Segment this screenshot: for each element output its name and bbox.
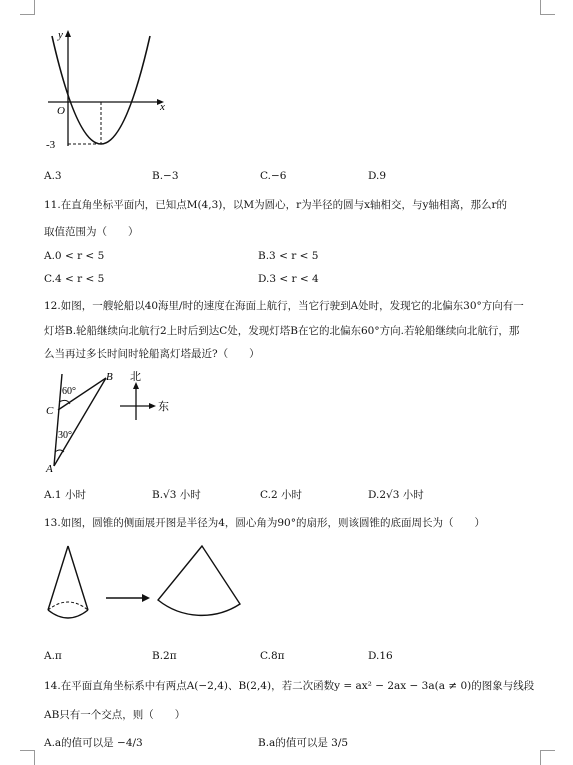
corner-mark-top-right — [540, 0, 555, 15]
origin-label: O — [57, 105, 65, 117]
north-label: 北 — [130, 371, 141, 383]
q10-option-b: B.−3 — [152, 170, 179, 182]
q12-option-a: A.1 小时 — [44, 489, 86, 501]
q14-stem-line2: AB只有一个交点，则（ ） — [44, 709, 186, 721]
q14-option-b: B.a的值可以是 3/5 — [258, 737, 349, 749]
q11-stem-line2: 取值范围为（ ） — [44, 226, 139, 238]
q13-option-c: C.8π — [260, 650, 285, 662]
y-axis-label: y — [58, 29, 63, 41]
q12-option-c: C.2 小时 — [260, 489, 303, 501]
parabola-figure — [40, 28, 180, 158]
q13-option-d: D.16 — [368, 650, 393, 662]
point-a-label: A — [46, 463, 53, 475]
q10-option-a: A.3 — [44, 170, 62, 182]
q12-option-d: D.2√3 小时 — [368, 489, 424, 501]
q12-stem-line3: 么当再过多长时间时轮船离灯塔最近?（ ） — [44, 348, 260, 360]
q11-option-a: A.0 < r < 5 — [44, 250, 105, 262]
q13-stem: 13.如图，圆锥的侧面展开图是半径为4，圆心角为90°的扇形，则该圆锥的底面周长为（ ） — [44, 517, 485, 529]
angle-60-label: 60° — [62, 386, 76, 397]
east-label: 东 — [158, 401, 169, 413]
q12-option-b: B.√3 小时 — [152, 489, 201, 501]
angle-30-label: 30° — [58, 430, 72, 441]
x-axis-label: x — [160, 101, 165, 113]
corner-mark-top-left — [20, 0, 35, 15]
q10-option-d: D.9 — [368, 170, 387, 182]
q12-stem-line2: 灯塔B.轮船继续向北航行2上时后到达C处，发现灯塔B在它的北偏东60°方向.若轮船继续向北航行，那 — [44, 325, 520, 337]
corner-mark-bottom-right — [540, 750, 555, 765]
y-tick-label: -3 — [46, 139, 56, 151]
q11-option-d: D.3 < r < 4 — [258, 273, 319, 285]
q13-option-a: A.π — [44, 650, 62, 662]
q11-option-b: B.3 < r < 5 — [258, 250, 319, 262]
cone-figure — [40, 538, 250, 638]
corner-mark-bottom-left — [20, 750, 35, 765]
q11-stem-line1: 11.在直角坐标平面内，已知点M(4,3)，以M为圆心，r为半径的圆与x轴相交，与y轴相离，那么r的 — [44, 199, 507, 211]
q12-stem-line1: 12.如图，一艘轮船以40海里/时的速度在海面上航行，当它行驶到A处时，发现它的北偏东30°方向有一 — [44, 300, 524, 312]
q14-stem-line1: 14.在平面直角坐标系中有两点A(−2,4)、B(2,4)，若二次函数y = ax² − 2ax − 3a(a ≠ 0)的图象与线段 — [44, 680, 535, 692]
q14-option-a: A.a的值可以是 −4/3 — [44, 737, 143, 749]
point-c-label: C — [46, 405, 54, 417]
point-b-label: B — [106, 371, 113, 383]
q10-option-c: C.−6 — [260, 170, 287, 182]
q11-option-c: C.4 < r < 5 — [44, 273, 105, 285]
q13-option-b: B.2π — [152, 650, 177, 662]
ship-lighthouse-figure — [40, 368, 180, 478]
